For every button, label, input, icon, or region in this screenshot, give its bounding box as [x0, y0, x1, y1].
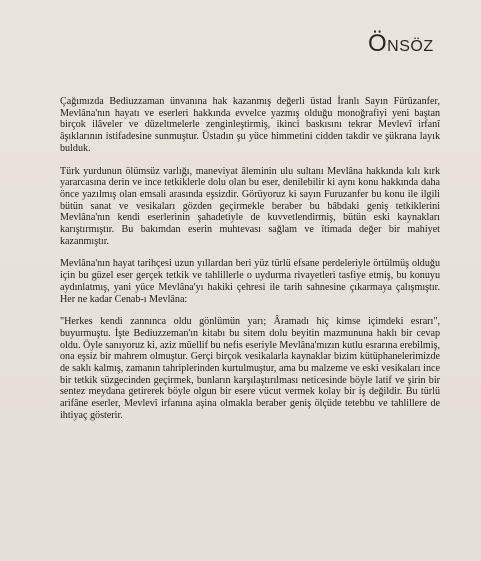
paragraph-1: Çağımızda Bediuzzaman ünvanına hak kazanmış değerli üstad İranlı Sayın Fürûzanfer, Mevlâna'nın hayatı ve eserleri hakkında evvelce yazmış olduğu monoğrafiyi yeni baştan birçok ilâveler ve düzeltmelerle zenginleştirmiş, ikinci baskısını tekrar Mevlevî irfanî âşıklarının istifadesine sunmuştur. Üstadın şu yüce himmetini cidden takdir ve şükrana layık bulduk.	[60, 96, 440, 154]
paragraph-3: Mevlâna'nın hayat tarihçesi uzun yıllardan beri yüz türlü efsane perdeleriyle örtülmüş olduğu için bu güzel eser gerçek tetkik ve tahlillerle o uydurma rivayetleri tasfiye etmiş, bu konuyu aydınlatmış, yani yüce Mevlâna'yı hakiki çehresi ile tarih sahnesine çıkarmaya çalışmıştır. Her ne kadar Cenab-ı Mevlâna:	[60, 258, 440, 305]
page-title-initial: Ö	[368, 30, 388, 57]
paragraph-4: "Herkes kendi zannınca oldu gönlümün yarı; Âramadı hiç kimse içimdeki esrarı", buyurmuştu. İşte Bediuzzeman'ın kitabı bu sitem dolu beyitin mazmununa haklı bir cevap oldu. Öyle sanıyoruz ki, aziz müellif bu nefis eseriyle Mevlâna'mızın kutlu esrarına erebilmiş, ona eşsiz bir mahrem olmuştur. Gerçi birçok vesikalarla kaynaklar bizim kütüphanelerimizde de saklı kalmış, zamanın tahriplerinden kurtulmuştur, ama bu malzeme ve eski vesikaları ince bir tetkik süzgecinden geçirmek, bunların karşılaştırılması neticesinde böyle latif ve şirin bir sentez meydana getirerek böyle olgun bir esere vücut vermek kolay bir iş değildir. Bu türlü arifâne eserler, Mevlevî irfanına aşina olmakla beraber geniş ölçüde tetebbu ve tahlillere de ihtiyaç gösterir.	[60, 316, 440, 421]
page-title-rest: NSÖZ	[387, 38, 434, 55]
paragraph-2: Türk yurdunun ölümsüz varlığı, maneviyat âleminin ulu sultanı Mevlâna hakkında kılı kırk yararcasına derin ve ince tetkiklerle dolu olan bu eser, denilebilir ki aynı konu hakkında daha önce yazılmış olan emsali arasında eşsizdir. Görüyoruz ki sayın Furuzanfer bu konu ile ilgili bütün sanat ve vesikaları gözden geçirmekle beraber bu bâbdaki geniş tetkiklerini Mevlâna'nın kendi eserlerinin şahadetiyle de kuvvetlendirmiş, bütün eski kaynakları karıştırmıştır. Bu bakımdan eserin muhtevası sağlam ve îtimada değer bir mahiyet kazanmıştır.	[60, 165, 440, 247]
page-title	[368, 30, 434, 58]
body-text	[60, 96, 440, 422]
